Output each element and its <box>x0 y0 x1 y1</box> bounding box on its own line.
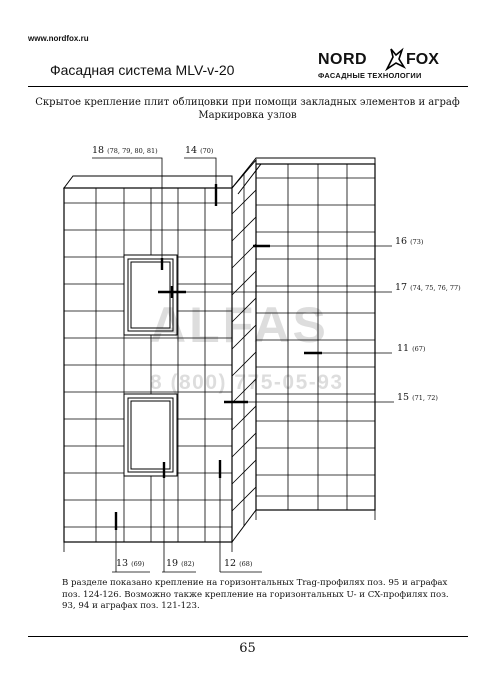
left-coping <box>64 176 232 188</box>
callout-11 <box>397 343 425 354</box>
subtitle-line-2: Маркировка узлов <box>198 110 297 121</box>
callout-12-refs: (68) <box>239 560 253 568</box>
callout-13-num: 13 <box>116 558 129 569</box>
callout-14-refs: (70) <box>200 147 214 155</box>
callout-14 <box>185 145 213 156</box>
callout-18-refs: (78, 79, 80, 81) <box>107 147 158 155</box>
callout-12-num: 12 <box>224 558 237 569</box>
logo-text-fox: FOX <box>406 51 439 68</box>
callout-19 <box>166 558 194 569</box>
website-url: www.nordfox.ru <box>28 34 89 43</box>
callout-16-refs: (73) <box>410 238 424 246</box>
foundation-lines <box>64 510 375 552</box>
callout-17-num: 17 <box>395 282 408 293</box>
logo-text-nord: NORD <box>318 51 368 68</box>
callout-11-refs: (67) <box>412 345 426 353</box>
watermark-phone: 8 (800) 775-05-93 <box>150 371 344 394</box>
callout-14-num: 14 <box>185 145 198 156</box>
node-markers <box>116 184 322 530</box>
callout-17-refs: (74, 75, 76, 77) <box>410 284 461 292</box>
callout-12 <box>224 558 252 569</box>
callout-15-num: 15 <box>397 392 410 403</box>
callout-13-refs: (69) <box>131 560 145 568</box>
left-wall-tiles <box>64 188 232 542</box>
lower-window <box>124 394 177 476</box>
footnote: В разделе показано крепление на горизонтальных Trag-профилях поз. 95 и аграфах поз. 124-126. Возможно также крепление на горизонтальных U- и CX-профилях поз. 93, 94 и аграфах поз. 121-123. <box>62 578 449 612</box>
callout-13 <box>116 558 144 569</box>
footer-rule <box>28 636 468 637</box>
callout-18-num: 18 <box>92 145 105 156</box>
callout-18 <box>92 145 158 156</box>
page-title: Фасадная система MLV-v-20 <box>50 62 235 78</box>
subtitle-line-1: Скрытое крепление плит облицовки при помощи закладных элементов и аграф <box>35 97 460 108</box>
logo-tagline: ФАСАДНЫЕ ТЕХНОЛОГИИ <box>318 71 422 80</box>
callout-16-num: 16 <box>395 236 408 247</box>
callout-15-refs: (71, 72) <box>412 394 438 402</box>
callout-11-num: 11 <box>397 343 410 354</box>
callout-19-num: 19 <box>166 558 179 569</box>
callout-17 <box>395 282 461 293</box>
callout-15 <box>397 392 438 403</box>
page-number: 65 <box>239 641 256 656</box>
watermark-brand: ALFAS <box>150 297 329 353</box>
callout-19-refs: (82) <box>181 560 195 568</box>
callout-16 <box>395 236 423 247</box>
